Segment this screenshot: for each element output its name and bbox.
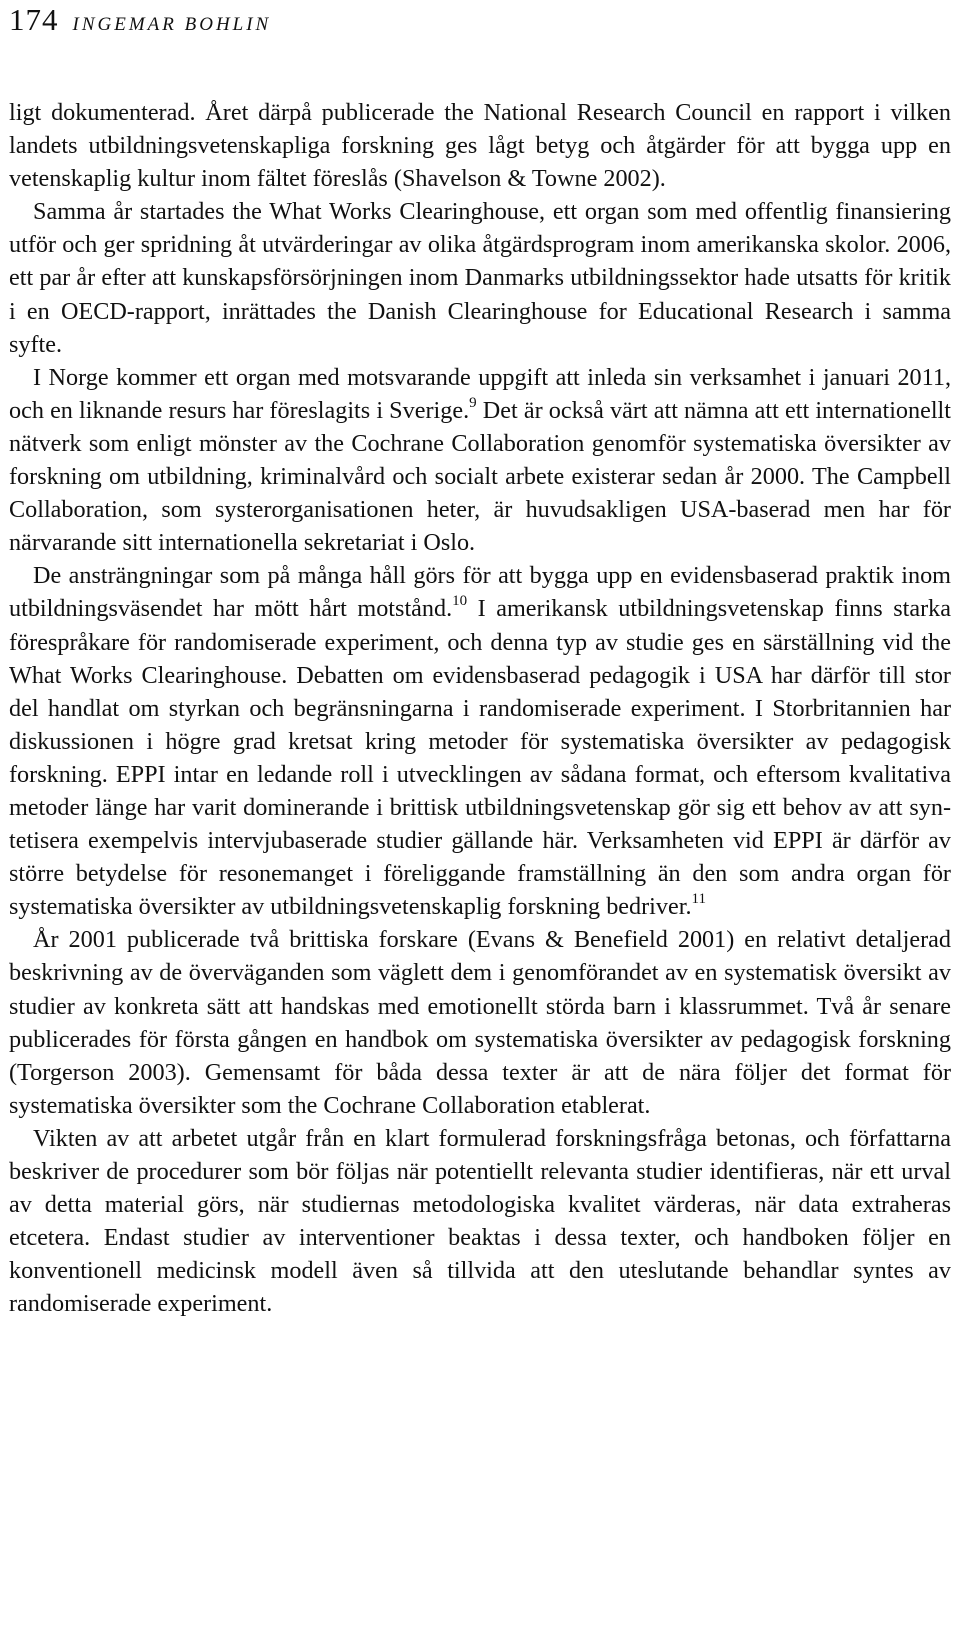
paragraph-6: Vikten av att arbetet utgår från en klart formulerad forskningsfråga betonas, och författarna beskriver de procedurer som bör följas när potentiellt relevanta studier identifieras, när ett urval av detta material görs, när studiernas metodologiska kvalitet värderas, när data extraheras etcetera. Endast studier av interventioner beaktas i dessa texter, och handboken följer en konventionell medicinsk modell även så tillvida att den uteslutande behandlar syntes av randomiserade experiment. xyxy=(9,1124,951,1318)
paragraph-4 xyxy=(9,559,951,923)
running-head-author: INGEMAR BOHLIN xyxy=(72,14,272,35)
running-head xyxy=(9,4,271,35)
paragraph-3-text-2: Det är också värt att nämna att ett internationellt nätverk som enligt mönster av the Cochrane Collaboration genomför systematiska översikter av forskning om utbildning, kriminalvård och socialt arbete existerar sedan år 2000. The Campbell Collaboration, som systerorganisationen heter, är huvudsakligen USA-baserad men har för närvarande sitt internationella sekretariat i Oslo. xyxy=(9,396,951,557)
paragraph-2: Samma år startades the What Works Clearinghouse, ett organ som med offentlig finansiering utför och ger spridning åt utvärderingar av olika åtgärdsprogram inom amerikanska skolor. 2006, ett par år efter att kunskapsförsörjningen inom Danmarks utbildningssektor hade utsatts för kritik i en OECD-rapport, inrättades the Danish Clearinghouse for Educational Research i samma syfte. xyxy=(9,198,951,358)
footnote-ref-10[interactable]: 10 xyxy=(452,593,468,610)
paragraph-5: År 2001 publicerade två brittiska forskare (Evans & Benefield 2001) en relativt detaljerad beskrivning av de överväganden som väglett dem i genomförandet av en systematisk översikt av studier av konkreta sätt att handskas med emotionellt störda barn i klassrummet. Två år senare publicerades för första gången en handbok om systematiska översikter av pedagogisk forskning (Torgerson 2003). Gemensamt för båda dessa texter är att de nära följer det format för systematiska översikter som the Cochrane Collaboration etablerat. xyxy=(9,926,951,1119)
body-text xyxy=(9,96,951,1320)
paragraph-3 xyxy=(9,361,951,560)
paragraph-3-text-1: I Norge kommer ett organ med motsvarande uppgift att inleda sin verksamhet i januari 2011, och en liknande resurs har föreslagits i Sverige. xyxy=(9,363,951,424)
footnote-ref-11[interactable]: 11 xyxy=(691,891,706,908)
paragraph-1: ligt dokumenterad. Året därpå publicerade the National Research Council en rapport i vilken landets utbildningsvetenskapliga forskning ges lågt betyg och åtgärder för att bygga upp en vetenskaplig kultur inom fältet föreslås (Shavelson & Towne 2002). xyxy=(9,99,951,193)
footnote-ref-9[interactable]: 9 xyxy=(469,394,477,411)
paragraph-4-text-2: I amerikansk utbildningsvetenskap finns starka förespråkare för randomiserade experiment, och denna typ av studie ges en särställning vid the What Works Clearinghouse. Debatten om evidensbaserad pedagogik i USA har därför till stor del handlat om styrkan och begränsningarna i randomiserade experiment. I Storbritannien har diskussionen i högre grad kretsat kring metoder för systematiska översikter av pedagogisk forskning. EPPI intar en ledande roll i utvecklingen av sådana format, och eftersom kvalitativa metoder länge har varit dominerande i brittisk utbildningsvetenskap gör sig ett behov av att syntetisera exempelvis intervjubaserade studier gällande här. Verksamheten vid EPPI är därför av större betydelse för resonemanget i föreliggande framställning än den som andra organ för systematiska översikter av utbildningsvetenskaplig forskning bedriver. xyxy=(9,595,951,921)
page-number: 174 xyxy=(9,2,59,37)
paragraph-4-text-1: De ansträngningar som på många håll görs för att bygga upp en evidensbaserad praktik inom utbildningsväsendet har mött hårt motstånd. xyxy=(9,562,951,623)
